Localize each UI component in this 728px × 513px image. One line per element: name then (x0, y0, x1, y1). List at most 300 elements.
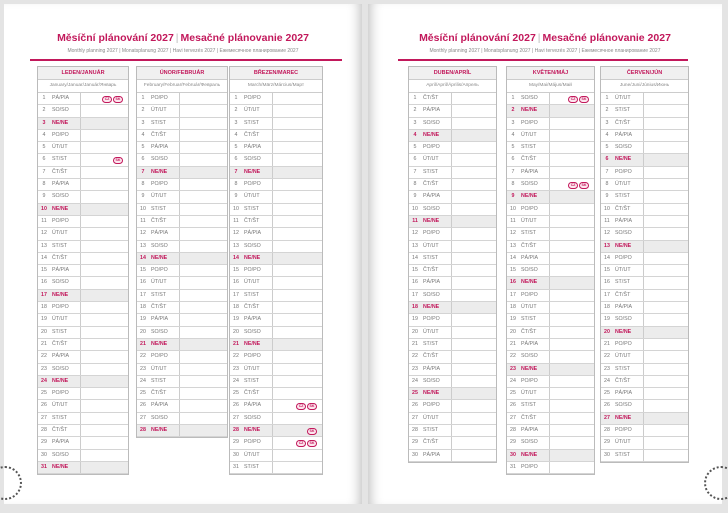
day-row[interactable] (507, 191, 594, 203)
note-area[interactable] (644, 351, 688, 362)
note-area[interactable] (81, 191, 128, 202)
note-area[interactable] (180, 327, 227, 338)
day-row[interactable] (38, 314, 128, 326)
note-area[interactable] (452, 241, 496, 252)
note-area[interactable] (273, 388, 322, 399)
note-area[interactable] (273, 327, 322, 338)
day-row[interactable] (507, 228, 594, 240)
day-row[interactable] (409, 154, 496, 166)
note-area[interactable] (452, 142, 496, 153)
day-row[interactable] (230, 376, 322, 388)
note-area[interactable] (81, 339, 128, 350)
day-row[interactable] (230, 400, 322, 412)
day-row[interactable] (409, 290, 496, 302)
note-area[interactable] (550, 142, 594, 153)
day-row[interactable] (409, 93, 496, 105)
day-row[interactable] (507, 376, 594, 388)
day-row[interactable] (409, 364, 496, 376)
note-area[interactable] (452, 118, 496, 129)
day-row[interactable] (38, 167, 128, 179)
day-row[interactable] (38, 118, 128, 130)
note-area[interactable] (180, 265, 227, 276)
day-row[interactable] (137, 314, 227, 326)
day-row[interactable] (230, 105, 322, 117)
note-area[interactable] (273, 179, 322, 190)
day-row[interactable] (38, 388, 128, 400)
day-row[interactable] (38, 265, 128, 277)
day-row[interactable] (409, 437, 496, 449)
note-area[interactable] (273, 142, 322, 153)
note-area[interactable] (180, 351, 227, 362)
note-area[interactable] (550, 413, 594, 424)
day-row[interactable] (38, 93, 128, 105)
day-row[interactable] (507, 388, 594, 400)
note-area[interactable] (180, 290, 227, 301)
note-area[interactable] (550, 400, 594, 411)
note-area[interactable] (180, 376, 227, 387)
note-area[interactable] (452, 388, 496, 399)
note-area[interactable] (452, 413, 496, 424)
day-row[interactable] (409, 241, 496, 253)
day-row[interactable] (409, 130, 496, 142)
note-area[interactable] (81, 179, 128, 190)
day-row[interactable] (137, 118, 227, 130)
note-area[interactable] (550, 388, 594, 399)
day-row[interactable] (137, 253, 227, 265)
day-row[interactable] (507, 142, 594, 154)
note-area[interactable] (644, 413, 688, 424)
note-area[interactable] (81, 265, 128, 276)
day-row[interactable] (230, 339, 322, 351)
day-row[interactable] (137, 154, 227, 166)
day-row[interactable] (230, 167, 322, 179)
note-area[interactable] (452, 437, 496, 448)
day-row[interactable] (507, 351, 594, 363)
note-area[interactable] (273, 351, 322, 362)
note-area[interactable] (452, 228, 496, 239)
day-row[interactable] (601, 400, 688, 412)
note-area[interactable] (644, 142, 688, 153)
note-area[interactable] (81, 413, 128, 424)
day-row[interactable] (409, 105, 496, 117)
note-area[interactable] (81, 437, 128, 448)
day-row[interactable] (507, 425, 594, 437)
day-row[interactable] (409, 253, 496, 265)
day-row[interactable] (507, 241, 594, 253)
note-area[interactable] (644, 437, 688, 448)
note-area[interactable] (452, 93, 496, 104)
day-row[interactable] (507, 216, 594, 228)
note-area[interactable] (452, 327, 496, 338)
day-row[interactable] (507, 450, 594, 462)
day-row[interactable] (230, 118, 322, 130)
day-row[interactable] (409, 216, 496, 228)
note-area[interactable] (644, 204, 688, 215)
day-row[interactable] (601, 376, 688, 388)
day-row[interactable] (38, 228, 128, 240)
note-area[interactable] (550, 462, 594, 473)
day-row[interactable] (409, 118, 496, 130)
day-row[interactable] (409, 339, 496, 351)
note-area[interactable] (81, 388, 128, 399)
note-area[interactable] (273, 105, 322, 116)
note-area[interactable] (180, 191, 227, 202)
note-area[interactable] (180, 364, 227, 375)
note-area[interactable] (550, 450, 594, 461)
note-area[interactable] (550, 339, 594, 350)
day-row[interactable] (230, 265, 322, 277)
day-row[interactable] (38, 425, 128, 437)
day-row[interactable] (38, 339, 128, 351)
day-row[interactable] (230, 302, 322, 314)
day-row[interactable] (507, 105, 594, 117)
day-row[interactable] (601, 216, 688, 228)
day-row[interactable] (38, 450, 128, 462)
day-row[interactable] (409, 204, 496, 216)
day-row[interactable] (137, 216, 227, 228)
day-row[interactable] (230, 179, 322, 191)
day-row[interactable] (601, 265, 688, 277)
note-area[interactable] (550, 437, 594, 448)
day-row[interactable] (230, 290, 322, 302)
day-row[interactable] (230, 154, 322, 166)
day-row[interactable] (409, 179, 496, 191)
note-area[interactable] (180, 118, 227, 129)
day-row[interactable] (409, 351, 496, 363)
note-area[interactable] (550, 351, 594, 362)
day-row[interactable] (137, 364, 227, 376)
day-row[interactable] (409, 450, 496, 462)
day-row[interactable] (38, 216, 128, 228)
note-area[interactable] (644, 179, 688, 190)
day-row[interactable] (230, 351, 322, 363)
note-area[interactable] (644, 216, 688, 227)
note-area[interactable] (81, 277, 128, 288)
note-area[interactable] (273, 364, 322, 375)
note-area[interactable] (273, 228, 322, 239)
note-area[interactable] (273, 277, 322, 288)
note-area[interactable] (644, 425, 688, 436)
note-area[interactable] (452, 277, 496, 288)
day-row[interactable] (38, 277, 128, 289)
note-area[interactable] (180, 277, 227, 288)
note-area[interactable] (180, 241, 227, 252)
note-area[interactable] (180, 228, 227, 239)
note-area[interactable] (452, 314, 496, 325)
day-row[interactable] (601, 179, 688, 191)
day-row[interactable] (507, 314, 594, 326)
day-row[interactable] (601, 154, 688, 166)
note-area[interactable] (452, 204, 496, 215)
day-row[interactable] (507, 400, 594, 412)
day-row[interactable] (230, 450, 322, 462)
day-row[interactable] (507, 339, 594, 351)
note-area[interactable] (273, 118, 322, 129)
day-row[interactable] (230, 93, 322, 105)
note-area[interactable] (273, 339, 322, 350)
day-row[interactable] (601, 142, 688, 154)
note-area[interactable] (273, 413, 322, 424)
day-row[interactable] (38, 241, 128, 253)
day-row[interactable] (137, 290, 227, 302)
note-area[interactable] (273, 241, 322, 252)
note-area[interactable] (180, 388, 227, 399)
day-row[interactable] (507, 118, 594, 130)
day-row[interactable] (601, 204, 688, 216)
note-area[interactable] (180, 167, 227, 178)
note-area[interactable] (644, 241, 688, 252)
day-row[interactable] (409, 302, 496, 314)
note-area[interactable] (452, 265, 496, 276)
day-row[interactable] (38, 413, 128, 425)
day-row[interactable] (601, 118, 688, 130)
note-area[interactable] (273, 462, 322, 473)
note-area[interactable] (550, 425, 594, 436)
day-row[interactable] (38, 204, 128, 216)
note-area[interactable] (81, 327, 128, 338)
note-area[interactable] (273, 376, 322, 387)
note-area[interactable] (644, 228, 688, 239)
note-area[interactable] (81, 376, 128, 387)
note-area[interactable] (452, 253, 496, 264)
note-area[interactable] (644, 118, 688, 129)
day-row[interactable] (38, 154, 128, 166)
note-area[interactable] (644, 93, 688, 104)
note-area[interactable] (550, 327, 594, 338)
day-row[interactable] (507, 290, 594, 302)
day-row[interactable] (137, 179, 227, 191)
day-row[interactable] (507, 179, 594, 191)
note-area[interactable] (180, 179, 227, 190)
note-area[interactable] (273, 265, 322, 276)
note-area[interactable] (644, 290, 688, 301)
day-row[interactable] (409, 142, 496, 154)
note-area[interactable] (644, 314, 688, 325)
note-area[interactable] (644, 265, 688, 276)
note-area[interactable] (273, 450, 322, 461)
note-area[interactable] (644, 130, 688, 141)
note-area[interactable] (180, 105, 227, 116)
day-row[interactable] (230, 327, 322, 339)
note-area[interactable] (452, 154, 496, 165)
day-row[interactable] (507, 277, 594, 289)
note-area[interactable] (180, 413, 227, 424)
day-row[interactable] (38, 302, 128, 314)
note-area[interactable] (273, 302, 322, 313)
note-area[interactable] (452, 191, 496, 202)
day-row[interactable] (409, 191, 496, 203)
note-area[interactable] (550, 364, 594, 375)
day-row[interactable] (507, 154, 594, 166)
day-row[interactable] (38, 364, 128, 376)
day-row[interactable] (601, 253, 688, 265)
day-row[interactable] (137, 400, 227, 412)
day-row[interactable] (409, 314, 496, 326)
day-row[interactable] (507, 437, 594, 449)
note-area[interactable] (550, 191, 594, 202)
day-row[interactable] (230, 142, 322, 154)
note-area[interactable] (644, 364, 688, 375)
note-area[interactable] (81, 351, 128, 362)
note-area[interactable] (180, 204, 227, 215)
note-area[interactable] (644, 388, 688, 399)
day-row[interactable] (601, 191, 688, 203)
note-area[interactable] (452, 339, 496, 350)
note-area[interactable] (81, 118, 128, 129)
day-row[interactable] (507, 364, 594, 376)
note-area[interactable] (81, 204, 128, 215)
note-area[interactable] (550, 130, 594, 141)
note-area[interactable] (180, 400, 227, 411)
day-row[interactable] (230, 314, 322, 326)
day-row[interactable] (38, 130, 128, 142)
note-area[interactable] (273, 314, 322, 325)
note-area[interactable] (550, 241, 594, 252)
note-area[interactable] (644, 400, 688, 411)
day-row[interactable] (137, 241, 227, 253)
note-area[interactable] (550, 118, 594, 129)
note-area[interactable] (180, 93, 227, 104)
note-area[interactable] (273, 130, 322, 141)
day-row[interactable] (409, 413, 496, 425)
day-row[interactable] (38, 191, 128, 203)
day-row[interactable] (507, 413, 594, 425)
note-area[interactable] (180, 253, 227, 264)
day-row[interactable] (137, 130, 227, 142)
note-area[interactable] (81, 290, 128, 301)
day-row[interactable] (230, 364, 322, 376)
day-row[interactable] (601, 450, 688, 462)
note-area[interactable] (550, 302, 594, 313)
day-row[interactable] (507, 167, 594, 179)
note-area[interactable] (273, 154, 322, 165)
note-area[interactable] (550, 290, 594, 301)
note-area[interactable] (644, 167, 688, 178)
note-area[interactable] (550, 216, 594, 227)
day-row[interactable] (601, 364, 688, 376)
note-area[interactable] (81, 167, 128, 178)
day-row[interactable] (601, 228, 688, 240)
day-row[interactable] (137, 167, 227, 179)
day-row[interactable] (230, 388, 322, 400)
note-area[interactable] (273, 191, 322, 202)
day-row[interactable] (601, 413, 688, 425)
note-area[interactable] (180, 216, 227, 227)
day-row[interactable] (38, 400, 128, 412)
day-row[interactable] (38, 290, 128, 302)
day-row[interactable] (230, 437, 322, 449)
day-row[interactable] (409, 327, 496, 339)
day-row[interactable] (409, 400, 496, 412)
note-area[interactable] (452, 376, 496, 387)
note-area[interactable] (644, 191, 688, 202)
note-area[interactable] (644, 302, 688, 313)
note-area[interactable] (180, 339, 227, 350)
day-row[interactable] (38, 253, 128, 265)
day-row[interactable] (601, 302, 688, 314)
day-row[interactable] (230, 241, 322, 253)
day-row[interactable] (137, 425, 227, 437)
day-row[interactable] (137, 351, 227, 363)
note-area[interactable] (452, 290, 496, 301)
day-row[interactable] (137, 376, 227, 388)
day-row[interactable] (507, 462, 594, 474)
day-row[interactable] (409, 265, 496, 277)
note-area[interactable] (180, 154, 227, 165)
day-row[interactable] (507, 327, 594, 339)
day-row[interactable] (230, 228, 322, 240)
note-area[interactable] (81, 364, 128, 375)
note-area[interactable] (81, 425, 128, 436)
day-row[interactable] (230, 413, 322, 425)
day-row[interactable] (38, 179, 128, 191)
day-row[interactable] (601, 167, 688, 179)
note-area[interactable] (180, 130, 227, 141)
note-area[interactable] (644, 277, 688, 288)
note-area[interactable] (81, 400, 128, 411)
day-row[interactable] (601, 93, 688, 105)
day-row[interactable] (137, 277, 227, 289)
note-area[interactable] (81, 105, 128, 116)
note-area[interactable] (452, 351, 496, 362)
note-area[interactable] (81, 228, 128, 239)
day-row[interactable] (137, 413, 227, 425)
note-area[interactable] (452, 302, 496, 313)
note-area[interactable] (644, 154, 688, 165)
note-area[interactable] (550, 265, 594, 276)
note-area[interactable] (180, 302, 227, 313)
day-row[interactable] (409, 376, 496, 388)
note-area[interactable] (550, 105, 594, 116)
note-area[interactable] (452, 425, 496, 436)
note-area[interactable] (81, 253, 128, 264)
day-row[interactable] (137, 302, 227, 314)
note-area[interactable] (81, 142, 128, 153)
day-row[interactable] (601, 339, 688, 351)
note-area[interactable] (452, 450, 496, 461)
day-row[interactable] (601, 437, 688, 449)
day-row[interactable] (507, 265, 594, 277)
day-row[interactable] (38, 437, 128, 449)
note-area[interactable] (644, 253, 688, 264)
note-area[interactable] (180, 314, 227, 325)
note-area[interactable] (273, 93, 322, 104)
day-row[interactable] (38, 327, 128, 339)
note-area[interactable] (273, 167, 322, 178)
day-row[interactable] (409, 388, 496, 400)
note-area[interactable] (644, 105, 688, 116)
note-area[interactable] (452, 216, 496, 227)
day-row[interactable] (230, 277, 322, 289)
day-row[interactable] (137, 228, 227, 240)
day-row[interactable] (507, 93, 594, 105)
note-area[interactable] (644, 339, 688, 350)
day-row[interactable] (230, 130, 322, 142)
day-row[interactable] (601, 105, 688, 117)
note-area[interactable] (273, 216, 322, 227)
day-row[interactable] (230, 425, 322, 437)
day-row[interactable] (601, 327, 688, 339)
day-row[interactable] (409, 167, 496, 179)
day-row[interactable] (601, 425, 688, 437)
note-area[interactable] (452, 167, 496, 178)
note-area[interactable] (273, 253, 322, 264)
note-area[interactable] (550, 253, 594, 264)
day-row[interactable] (230, 253, 322, 265)
note-area[interactable] (273, 204, 322, 215)
day-row[interactable] (137, 93, 227, 105)
day-row[interactable] (38, 462, 128, 474)
